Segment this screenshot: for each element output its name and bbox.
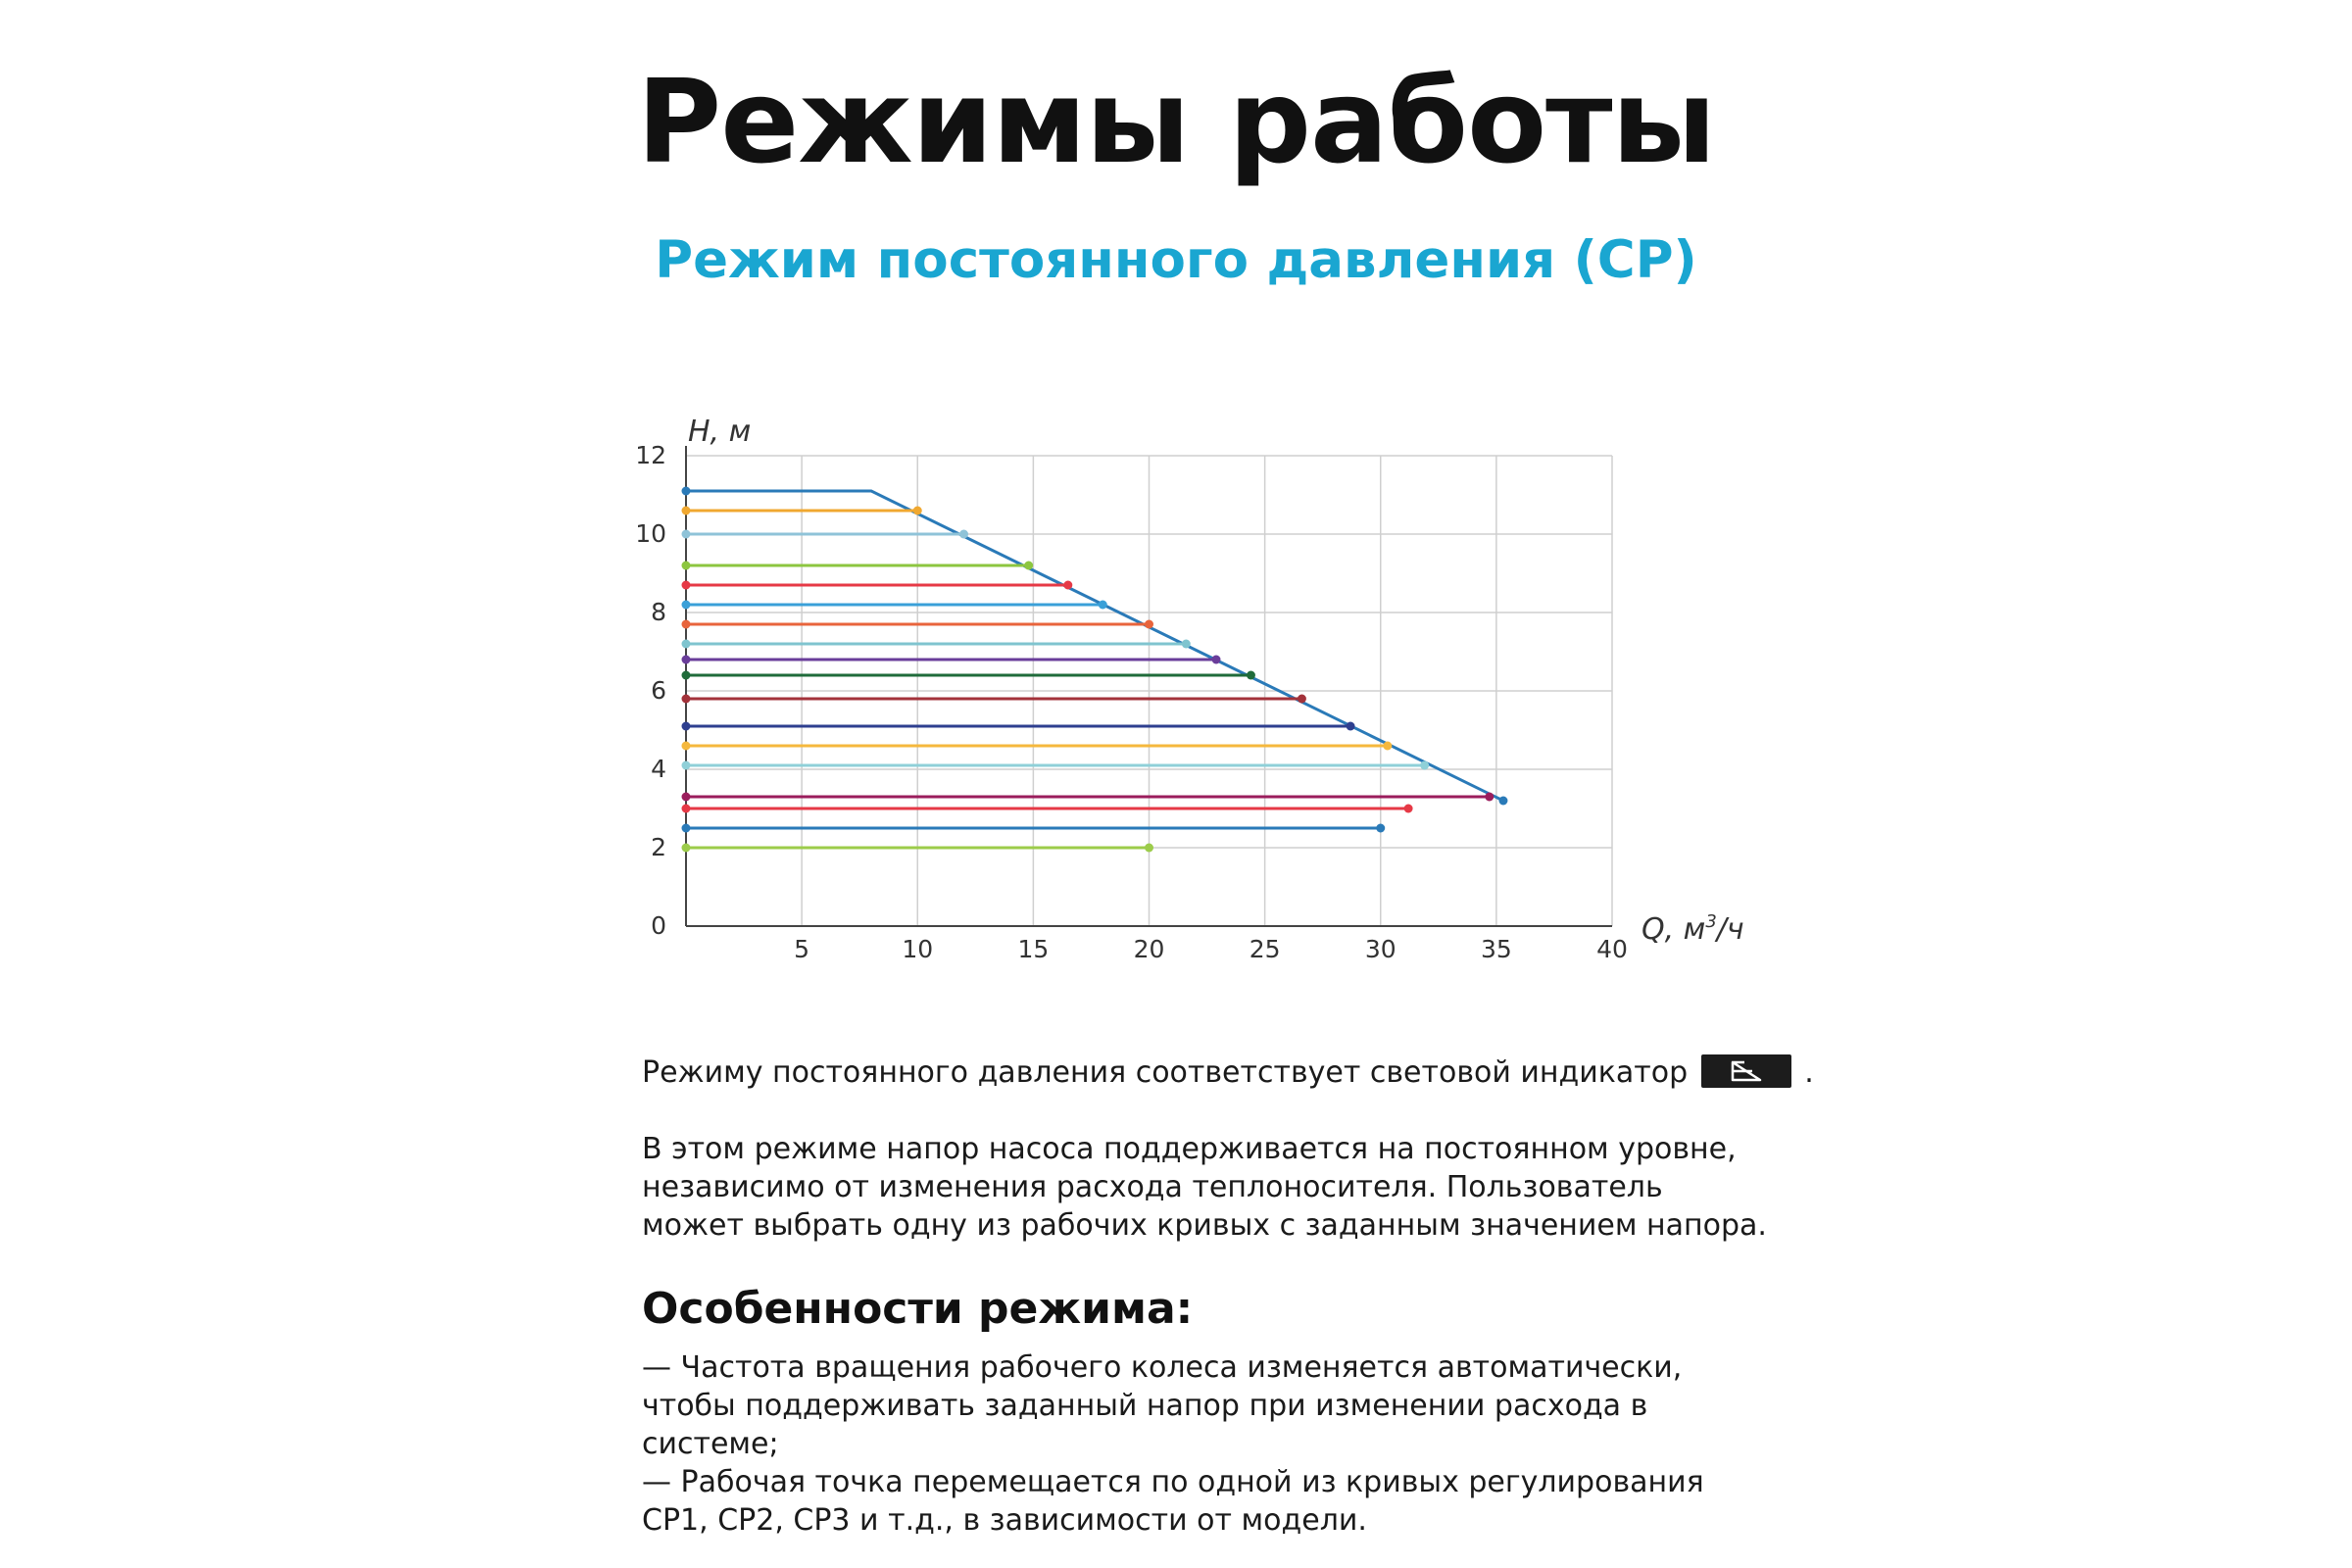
indicator-period: . — [1804, 1055, 1814, 1090]
series-point-end-1 — [913, 507, 922, 515]
series-point-end-4 — [1063, 581, 1072, 590]
series-point-start-15 — [682, 805, 691, 813]
x-tick-label: 40 — [1596, 935, 1628, 963]
indicator-text: Режиму постоянного давления соответствует световой индикатор — [642, 1055, 1689, 1090]
series-point-end-6 — [1145, 620, 1153, 629]
y-tick-label: 8 — [651, 598, 666, 626]
chart-ticks — [635, 441, 1628, 963]
y-tick-label: 4 — [651, 755, 666, 783]
series-point-end-8 — [1212, 656, 1221, 664]
series-point-end-5 — [1099, 601, 1107, 610]
feature-item-1: — Частота вращения рабочего колеса изменяется автоматически, чтобы поддерживать заданный напор при изменении расхода в системе; — [642, 1350, 1683, 1461]
pressure-chart — [617, 392, 1754, 1000]
series-point-end-2 — [959, 530, 968, 539]
y-tick-label: 12 — [635, 441, 666, 469]
chart-grid — [686, 456, 1612, 926]
series-point-start-14 — [682, 793, 691, 802]
series-point-start-6 — [682, 620, 691, 629]
series-point-start-2 — [682, 530, 691, 539]
series-point-start-10 — [682, 695, 691, 704]
series-point-end-16 — [1376, 824, 1385, 833]
series-point-end-10 — [1298, 695, 1306, 704]
x-tick-label: 5 — [794, 935, 810, 963]
x-tick-label: 25 — [1249, 935, 1281, 963]
envelope-point — [1498, 797, 1507, 806]
description — [642, 1054, 1814, 1540]
series-point-start-4 — [682, 581, 691, 590]
y-tick-label: 10 — [635, 519, 666, 548]
series-point-end-17 — [1145, 844, 1153, 853]
x-axis-label: Q, $м^3/ч$ — [1642, 911, 1744, 947]
series-point-end-7 — [1182, 640, 1191, 649]
constant-pressure-indicator-icon — [1701, 1054, 1791, 1088]
series-point-start-12 — [682, 742, 691, 751]
mode-paragraph: В этом режиме напор насоса поддерживается на постоянном уровне, независимо от изменения расхода теплоносителя. Пользователь может выбрать одну из рабочих кривых с заданным значением напора. — [642, 1132, 1767, 1243]
series-point-end-13 — [1420, 761, 1429, 770]
x-tick-label: 35 — [1480, 935, 1512, 963]
x-tick-label: 20 — [1133, 935, 1165, 963]
series-point-end-3 — [1024, 562, 1033, 570]
series-point-end-9 — [1247, 671, 1255, 680]
feature-item-2: — Рабочая точка перемещается по одной из кривых регулирования CP1, CP2, CP3 и т.д., в зависимости от модели. — [642, 1465, 1704, 1538]
x-tick-label: 15 — [1017, 935, 1050, 963]
envelope-point — [682, 487, 691, 496]
page-title: Режимы работы — [636, 54, 1716, 189]
y-tick-label: 6 — [651, 676, 666, 705]
series-point-end-12 — [1383, 742, 1392, 751]
page-subtitle: Режим постоянного давления (CP) — [655, 230, 1697, 290]
y-tick-label: 2 — [651, 833, 666, 861]
series-point-start-3 — [682, 562, 691, 570]
series-point-start-13 — [682, 761, 691, 770]
series-point-start-1 — [682, 507, 691, 515]
series-point-start-17 — [682, 844, 691, 853]
y-axis-label: H, м — [688, 415, 752, 449]
series-point-end-15 — [1404, 805, 1413, 813]
series-point-start-5 — [682, 601, 691, 610]
series-point-start-8 — [682, 656, 691, 664]
series-point-start-7 — [682, 640, 691, 649]
series-point-start-16 — [682, 824, 691, 833]
x-tick-label: 10 — [902, 935, 934, 963]
y-tick-label: 0 — [651, 911, 666, 940]
series-point-end-14 — [1485, 793, 1494, 802]
series-point-start-9 — [682, 671, 691, 680]
series-point-start-11 — [682, 722, 691, 731]
features-heading: Особенности режима: — [642, 1284, 1194, 1334]
series-point-end-11 — [1347, 722, 1355, 731]
x-tick-label: 30 — [1364, 935, 1396, 963]
indicator-line — [642, 1054, 1814, 1092]
chart-series — [682, 487, 1508, 853]
